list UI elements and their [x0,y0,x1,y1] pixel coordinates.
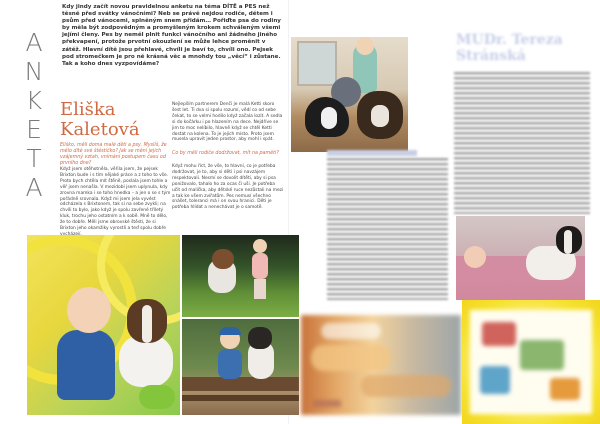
collage-picture [520,340,564,370]
black-dog-face-shape [321,107,337,129]
green-toy-shape [139,385,175,409]
title-letter: A [25,173,43,202]
question-2: Co by měli rodiče dodržovat, mít na paměti? [172,151,279,156]
blurred-caption [313,400,341,407]
answer-column-top: Nejlepším partnerem Denči je malá Ketti skoro šest let. Ti dva si spolu rozumí, vědí co od sebe čekat, to se velmi hodilo když začala lozit. A sedla si do kočárku i po hlazením na dece. Nejdříve se jim to moc nelíbilo, hlavně když se chtěl Ketti dostat na kolena. To je jejich místo. Proto jsem musela upravit jeden prostor, aby mohl i spát. [172,102,283,143]
photo-blurred-collage [301,315,461,415]
collage-picture [480,366,510,394]
photo-boy-with-collie [27,235,180,415]
photo-girl-and-dog-on-grass [182,235,299,317]
dog-head-shape [212,249,234,269]
title-letter: K [25,86,43,115]
right-profile-name: MUDr. Tereza Stránská [456,32,563,64]
girl-head-shape [253,239,267,253]
brown-dog-face-shape [371,105,389,127]
boy-head-shape [67,287,111,333]
photo-kids-with-dogs [291,37,408,152]
collage-picture [550,378,580,400]
blurred-heading [327,150,417,156]
vertical-section-title [22,30,46,200]
dog-blaze-shape [564,230,572,254]
blur-streak [321,323,381,339]
baby-head-shape [464,246,486,268]
boy-cap-shape [219,327,241,335]
answer-1-text: Když jsem otěhotněla, věřila jsem, že pejsek Brixton bude i s tím nějaké práce a z toho to vše. Proto bych chtěla mít štěně, poslala jsem tohle a věř jsem nenašla. V mezidobí jsem uplynula, kdy zrovna mamka i se toho hnedka – a jen o se s tým pořádně srovnala. Když mi jsem jela vyvést odcházela s Brixtonem, tak si na sebe zvykli; na chvíli to bylo, jako když je spolu zavřené tříletý kluk, trochu jeho ostatním a k sobě. Mně to dělo, že to dobře. Měli jsme obrovské štěstí, že si Brixton jeho okamžiky vyrostli a teď spolu dobře [60,167,171,232]
profile-name-heading: Eliška Kaletová [60,99,140,140]
photo-baby-with-dog [456,216,585,300]
title-letter: E [26,115,42,144]
answer-2-text: Když mohu říct, že vše, to hlavní, co je potřeba dodržovat, je to, aby si děti i psi navzájem respektovali. Nesmí se dovolit dítěti, aby si psa ponižovalo, tahalo ho za ocas či uši. Je potřeba učit od malička, aby dětské ruce nezůstali na mezi a tak ke všem zvířatům. Pes nemusí všechno snášet, toleranci má i on svou hranici. Děti je potřeba hlídat a nenechávat je o samotě. [172,164,284,211]
girl-legs-shape [254,279,266,299]
window-shape [297,41,337,86]
blurred-text-column [454,72,590,214]
collie-blaze-shape [142,305,152,343]
question-1: Eliško, měli doma malé děti a psy. Myslíš, že mělo dítě své štěstíčko? Jak se mění jejich vzájemný vztah, vnímání postupem času od prvního dne? [60,143,167,166]
boy-body-shape [218,349,242,379]
blurred-text-column [327,158,448,300]
collage-picture [482,322,516,346]
title-letter: A [25,28,43,57]
bench-shape [182,395,299,401]
dog-head-shape [248,327,272,349]
blur-streak [361,375,451,397]
standing-child-head-shape [356,37,374,55]
title-letter: T [26,144,42,173]
photo-boy-and-dog-on-bench [182,319,299,415]
intro-paragraph: Kdy jindy začít novou pravidelnou anketu na téma DÍTĚ a PES než těsně před svátky vánočními? Neb se právě nejdou rodiče, dětem i psům před vánocemi, splněným snem přidám… Pořiďte psa do rodiny by měla být zodpovědným a promyšleným krokem schváleným všemi jejími členy. Pes by neměl plnit funkci vánočního ani žádného jiného překvapení, protože prvotní okouzlení se může lehce proměnit v zátěž. Hlavní dítě jsou přehlavé, chvíli je baví to, chvíli ono. Pejsek pod stromečkem je pro ně krásná věc a mnohdy tou „věcí“ i zůstane. Tak a koho dnes vyzpovídáme? [62,4,281,67]
bench-shape [182,377,299,391]
blur-streak [311,345,391,371]
yellow-framed-collage [462,300,600,424]
title-letter: N [24,57,44,86]
boy-body-shape [57,330,115,400]
girl-body-shape [252,253,268,279]
